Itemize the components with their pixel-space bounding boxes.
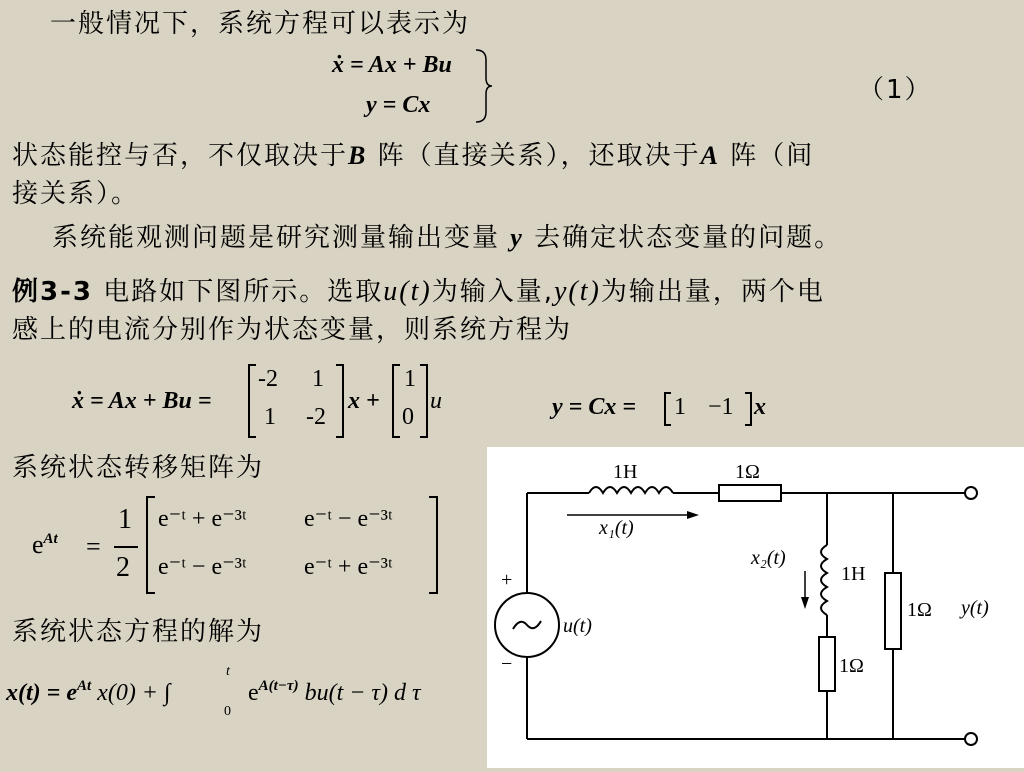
matrix-a-22: -2 — [306, 404, 326, 430]
transition-heading: 系统状态转移矩阵为 — [12, 453, 265, 483]
controllability-paragraph-line2: 接关系）。 — [12, 179, 140, 209]
resistor-r2 — [819, 637, 835, 691]
transition-m11: e⁻ᵗ + e⁻³ᵗ — [158, 506, 247, 532]
label-x2: x₂(t) — [751, 547, 786, 569]
resistor-r3 — [885, 573, 901, 649]
output-terminal-top — [965, 487, 977, 499]
label-r2: 1Ω — [839, 655, 864, 677]
matrix-a-11: -2 — [258, 366, 278, 392]
matrix-eq-lhs: ẋ = Ax + Bu = — [72, 388, 212, 414]
state-equation-2: y = Cx — [366, 92, 431, 118]
para1-part-b: 阵（直接关系），还取决于 — [367, 141, 701, 171]
inductor-l2 — [821, 545, 827, 615]
output-eq-lhs: y = Cx = — [552, 394, 637, 420]
solution-exp-1: At — [76, 678, 92, 694]
circuit-svg — [487, 447, 1024, 768]
intro-text: 一般情况下，系统方程可以表示为 — [50, 9, 471, 39]
fraction-numerator: 1 — [118, 504, 132, 535]
transition-matrix — [146, 496, 438, 594]
example-part-b: 为输入量, — [431, 277, 554, 307]
para1-part-a: 状态能控与否，不仅取决于 — [12, 141, 349, 171]
example-label: 例3-3 — [12, 277, 93, 307]
label-l1: 1H — [613, 461, 638, 483]
example-statement — [12, 274, 825, 310]
example-part-a: 电路如下图所示。选取 — [92, 277, 384, 307]
transition-m21: e⁻ᵗ − e⁻³ᵗ — [158, 554, 247, 580]
matrix-a-21: 1 — [264, 404, 276, 430]
state-equation-1: ẋ = Ax + Bu — [332, 52, 452, 78]
label-r1: 1Ω — [735, 461, 760, 483]
solution-part-c: e — [248, 680, 259, 706]
label-minus: − — [501, 653, 513, 675]
label-y: y(t) — [961, 597, 989, 619]
transition-m22: e⁻ᵗ + e⁻³ᵗ — [304, 554, 393, 580]
example-part-c: 为输出量，两个电 — [600, 277, 825, 307]
transition-e-exponent: At — [43, 531, 58, 547]
input-u-symbol: u(t) — [383, 276, 432, 307]
solution-exp-2: A(t−τ) — [258, 678, 299, 694]
right-brace — [474, 48, 494, 124]
solution-equation — [6, 678, 171, 707]
matrix-c — [664, 392, 752, 426]
transition-e: e — [32, 530, 44, 559]
output-y-symbol: y — [510, 223, 524, 252]
matrix-a-symbol: A — [700, 141, 720, 170]
label-r3: 1Ω — [907, 599, 932, 621]
transition-equals: = — [86, 532, 101, 561]
label-source: u(t) — [563, 615, 592, 637]
resistor-r1 — [719, 485, 781, 501]
circuit-diagram — [487, 447, 1024, 768]
matrix-b — [392, 364, 428, 438]
matrix-a — [248, 364, 344, 438]
matrix-b-2: 0 — [402, 404, 414, 430]
example-statement-line2: 感上的电流分别作为状态变量，则系统方程为 — [12, 315, 573, 345]
solution-tail — [248, 678, 421, 707]
label-plus: + — [501, 569, 513, 591]
output-eq-x: x — [754, 394, 766, 420]
para2-part-b: 去确定状态变量的问题。 — [523, 223, 843, 253]
integral-upper-limit: t — [226, 664, 230, 679]
inductor-l1 — [589, 487, 673, 493]
label-x1: x₁(t) — [599, 517, 634, 539]
matrix-a-12: 1 — [312, 366, 324, 392]
solution-part-a: x(t) = e — [6, 680, 77, 706]
transition-m12: e⁻ᵗ − e⁻³ᵗ — [304, 506, 393, 532]
fraction-denominator: 2 — [116, 552, 130, 583]
matrix-eq-x: x + — [348, 388, 380, 414]
transition-lhs — [32, 530, 58, 560]
fraction-bar — [114, 546, 138, 548]
para2-part-a: 系统能观测问题是研究测量输出变量 — [52, 223, 511, 253]
label-l2: 1H — [841, 563, 866, 585]
integral-lower-limit: 0 — [224, 704, 231, 719]
matrix-eq-u: u — [430, 388, 442, 414]
equation-number: （1） — [858, 75, 933, 105]
matrix-b-symbol: B — [348, 141, 368, 170]
matrix-b-1: 1 — [404, 366, 416, 392]
matrix-c-1: 1 — [674, 394, 686, 420]
output-terminal-bottom — [965, 733, 977, 745]
para1-part-c: 阵（间 — [719, 141, 815, 171]
observability-paragraph — [52, 220, 842, 256]
controllability-paragraph — [12, 138, 814, 174]
solution-part-d: bu(t − τ) d τ — [298, 680, 421, 706]
output-y-t-symbol: y(t) — [553, 276, 601, 307]
matrix-c-2: −1 — [708, 394, 734, 420]
solution-part-b: x(0) + ∫ — [91, 680, 171, 706]
solution-heading: 系统状态方程的解为 — [12, 617, 265, 647]
